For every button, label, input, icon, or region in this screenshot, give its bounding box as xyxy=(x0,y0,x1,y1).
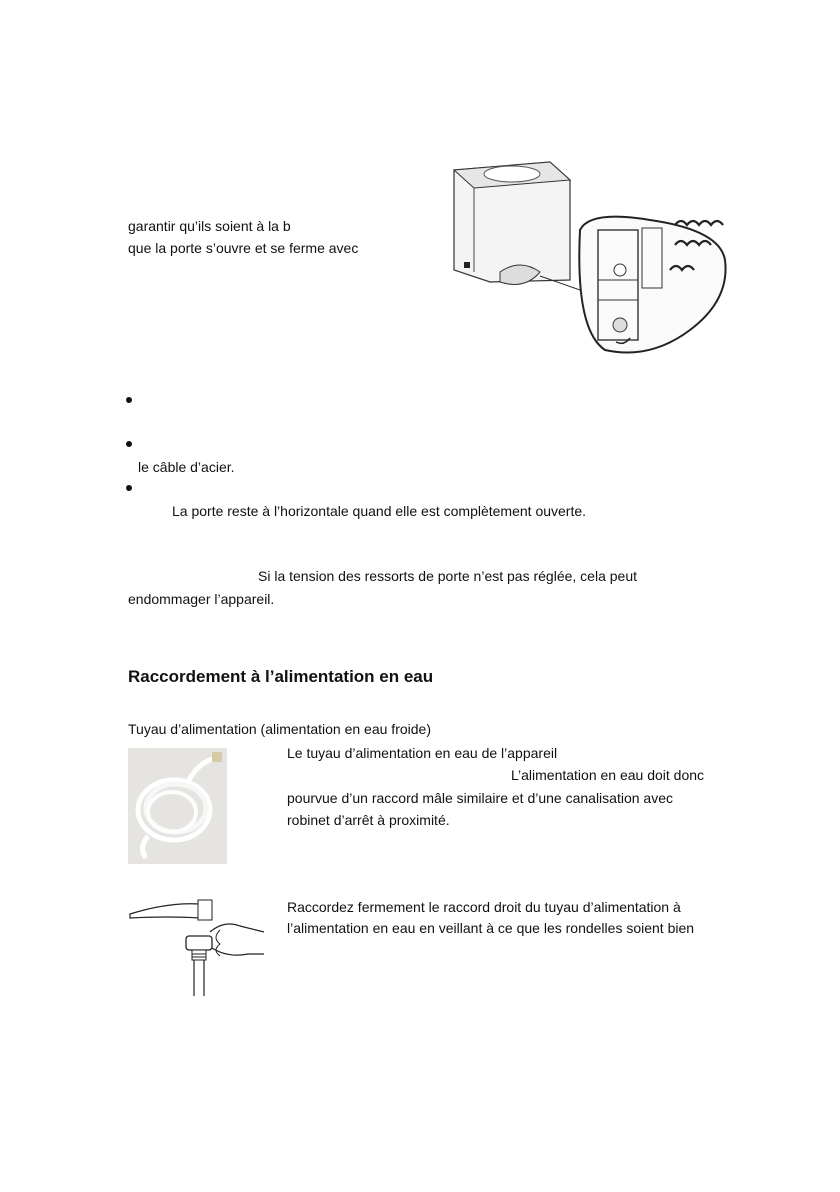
connect-para-line-1: Raccordez fermement le raccord droit du tuyau d’alimentation à xyxy=(287,899,681,915)
section-subtitle: Tuyau d’alimentation (alimentation en eau froide) xyxy=(128,721,431,737)
hose-para-line-1: Le tuyau d’alimentation en eau de l’appareil xyxy=(287,745,558,761)
hose-photo xyxy=(128,748,227,864)
bullet-2 xyxy=(126,441,132,447)
bullet-3 xyxy=(126,485,132,491)
bullet-1 xyxy=(126,397,132,403)
tap-connection-illustration xyxy=(128,896,268,996)
intro-line-1: garantir qu’ils soient à la b xyxy=(128,218,291,234)
section-title: Raccordement à l’alimentation en eau xyxy=(128,667,434,686)
hose-para-line-3: pourvue d’un raccord mâle similaire et d’une canalisation avec xyxy=(287,790,673,806)
warning-line-1: Si la tension des ressorts de porte n’est pas réglée, cela peut xyxy=(258,568,637,584)
bullet-2-continuation: le câble d’acier. xyxy=(138,459,235,475)
hose-para-line-2: L’alimentation en eau doit donc xyxy=(511,767,705,783)
dishwasher-hinge-illustration xyxy=(430,150,730,365)
connect-para-line-2: l’alimentation en eau en veillant à ce que les rondelles soient bien xyxy=(287,920,695,936)
warning-line-2: endommager l’appareil. xyxy=(128,591,275,607)
intro-line-2: que la porte s’ouvre et se ferme avec xyxy=(128,240,359,256)
hose-para-line-4: robinet d’arrêt à proximité. xyxy=(287,812,450,828)
bullet-3-continuation: La porte reste à l’horizontale quand elle est complètement ouverte. xyxy=(172,503,587,519)
